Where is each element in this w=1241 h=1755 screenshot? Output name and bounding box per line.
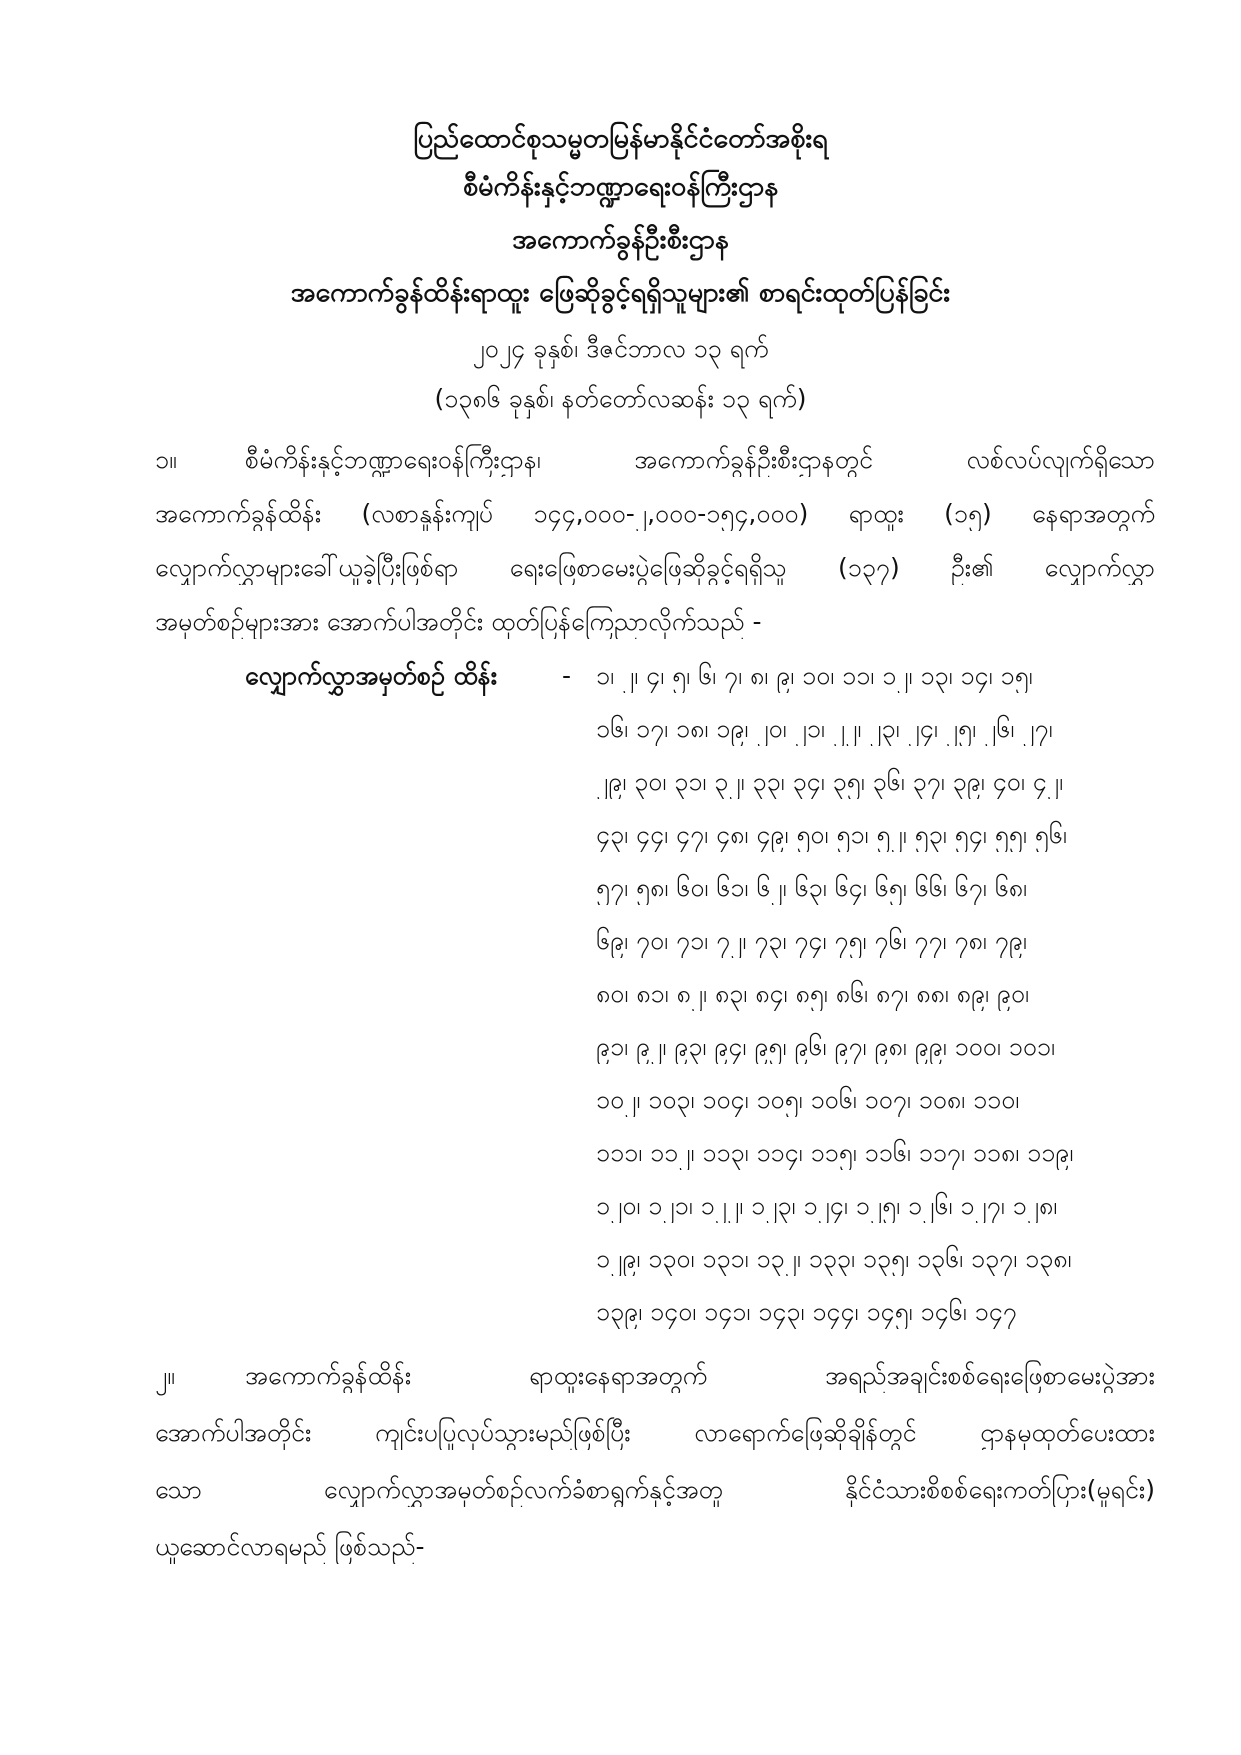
- paragraph-2-number: ၂။: [155, 1361, 175, 1390]
- gregorian-date: ၂၀၂၄ ခုနှစ်၊ ဒီဇင်ဘာလ ၁၃ ရက်: [472, 334, 769, 363]
- application-numbers-line: ၂၉၊ ၃၀၊ ၃၁၊ ၃၂၊ ၃၃၊ ၃၄၊ ၃၅၊ ၃၆၊ ၃၇၊ ၃၉၊ ၄၀၊ ၄၂၊: [596, 767, 1064, 796]
- application-numbers-line: ၁၁၁၊ ၁၁၂၊ ၁၁၃၊ ၁၁၄၊ ၁၁၅၊ ၁၁၆၊ ၁၁၇၊ ၁၁၈၊ ၁၁၉၊: [596, 1138, 1074, 1167]
- ministry-title: စီမံကိန်းနှင့်ဘဏ္ဍာရေးဝန်ကြီးဌာန: [462, 171, 779, 202]
- paragraph-1-line-1: စီမံကိန်းနှင့်ဘဏ္ဍာရေးဝန်ကြီးဌာန၊ အကောက်ခွန်ဦးစီးဌာနတွင် လစ်လပ်လျက်ရှိသော: [245, 445, 1155, 474]
- paragraph-1-line-4: အမှတ်စဉ်များအား အောက်ပါအတိုင်း ထုတ်ပြန်ကြေညာလိုက်သည် -: [155, 607, 762, 636]
- paragraph-1-line-3: လျှောက်လွှာများခေါ်ယူခဲ့ပြီးဖြစ်ရာ ရေးဖြေစာမေးပွဲဖြေဆိုခွင့်ရရှိသူ (၁၃၇) ဦး၏ လျှောက်လွှာ: [155, 553, 1155, 582]
- application-numbers-line: ၁၂၀၊ ၁၂၁၊ ၁၂၂၊ ၁၂၃၊ ၁၂၄၊ ၁၂၅၊ ၁၂၆၊ ၁၂၇၊ ၁၂၈၊: [596, 1191, 1058, 1220]
- paragraph-1-line-2: အကောက်ခွန်ထိန်း (လစာနှုန်းကျပ် ၁၄၄,၀၀၀-၂,၀၀၀-၁၅၄,၀၀၀) ရာထူး (၁၅) နေရာအတွက်: [155, 499, 1155, 528]
- application-numbers-line: ၁၀၂၊ ၁၀၃၊ ၁၀၄၊ ၁၀၅၊ ၁၀၆၊ ၁၀၇၊ ၁၀၈၊ ၁၁၀၊: [596, 1085, 1020, 1114]
- paragraph-2-line-1: အကောက်ခွန်ထိန်း ရာထူးနေရာအတွက် အရည်အချင်းစစ်ရေးဖြေစာမေးပွဲအား: [245, 1361, 1155, 1390]
- paragraph-2-line-2: အောက်ပါအတိုင်း ကျင်းပပြုလုပ်သွားမည်ဖြစ်ပြီး လာရောက်ဖြေဆိုချိန်တွင် ဌာနမှထုတ်ပေးထား: [155, 1418, 1155, 1447]
- paragraph-2-line-3: သော လျှောက်လွှာအမှတ်စဉ်လက်ခံစာရွက်နှင့်အတူ နိုင်ငံသားစိစစ်ရေးကတ်ပြား(မူရင်း): [155, 1475, 1155, 1504]
- application-numbers-line: ၁၂၉၊ ၁၃၀၊ ၁၃၁၊ ၁၃၂၊ ၁၃၃၊ ၁၃၅၊ ၁၃၆၊ ၁၃၇၊ ၁၃၈၊: [596, 1244, 1072, 1273]
- application-numbers-line: ၈၀၊ ၈၁၊ ၈၂၊ ၈၃၊ ၈၄၊ ၈၅၊ ၈၆၊ ၈၇၊ ၈၈၊ ၈၉၊ ၉၀၊: [596, 979, 1029, 1008]
- application-numbers-line: ၁၊ ၂၊ ၄၊ ၅၊ ၆၊ ၇၊ ၈၊ ၉၊ ၁၀၊ ၁၁၊ ၁၂၊ ၁၃၊ ၁၄၊ ၁၅၊: [596, 661, 1033, 690]
- application-numbers-label: လျှောက်လွှာအမှတ်စဉ် ထိန်း: [245, 661, 498, 690]
- application-numbers-line: ၁၆၊ ၁၇၊ ၁၈၊ ၁၉၊ ၂၀၊ ၂၁၊ ၂၂၊ ၂၃၊ ၂၄၊ ၂၅၊ ၂၆၊ ၂၇၊: [596, 714, 1053, 743]
- paragraph-1-number: ၁။: [155, 445, 177, 474]
- myanmar-date: (၁၃၈၆ ခုနှစ်၊ နတ်တော်လဆန်း ၁၃ ရက်): [434, 384, 807, 413]
- announcement-title: အကောက်ခွန်ထိန်းရာထူး ဖြေဆိုခွင့်ရရှိသူများ၏ စာရင်းထုတ်ပြန်ခြင်း: [290, 277, 951, 308]
- application-numbers-line: ၄၃၊ ၄၄၊ ၄၇၊ ၄၈၊ ၄၉၊ ၅၀၊ ၅၁၊ ၅၂၊ ၅၃၊ ၅၄၊ ၅၅၊ ၅၆၊: [596, 820, 1067, 849]
- application-numbers-line: ၆၉၊ ၇၀၊ ၇၁၊ ၇၂၊ ၇၃၊ ၇၄၊ ၇၅၊ ၇၆၊ ၇၇၊ ၇၈၊ ၇၉၊: [596, 926, 1027, 955]
- department-title: အကောက်ခွန်ဦးစီးဌာန: [512, 224, 729, 255]
- application-numbers-line: ၁၃၉၊ ၁၄၀၊ ၁၄၁၊ ၁၄၃၊ ၁၄၄၊ ၁၄၅၊ ၁၄၆၊ ၁၄၇: [596, 1297, 1017, 1326]
- application-numbers-line: ၉၁၊ ၉၂၊ ၉၃၊ ၉၄၊ ၉၅၊ ၉၆၊ ၉၇၊ ၉၈၊ ၉၉၊ ၁၀၀၊ ၁၀၁၊: [596, 1032, 1055, 1061]
- government-title: ပြည်ထောင်စုသမ္မတမြန်မာနိုင်ငံတော်အစိုးရ: [413, 123, 828, 154]
- application-numbers-line: ၅၇၊ ၅၈၊ ၆၀၊ ၆၁၊ ၆၂၊ ၆၃၊ ၆၄၊ ၆၅၊ ၆၆၊ ၆၇၊ ၆၈၊: [596, 873, 1028, 902]
- paragraph-2-line-4: ယူဆောင်လာရမည် ဖြစ်သည်-: [155, 1532, 425, 1561]
- label-dash: -: [562, 661, 572, 690]
